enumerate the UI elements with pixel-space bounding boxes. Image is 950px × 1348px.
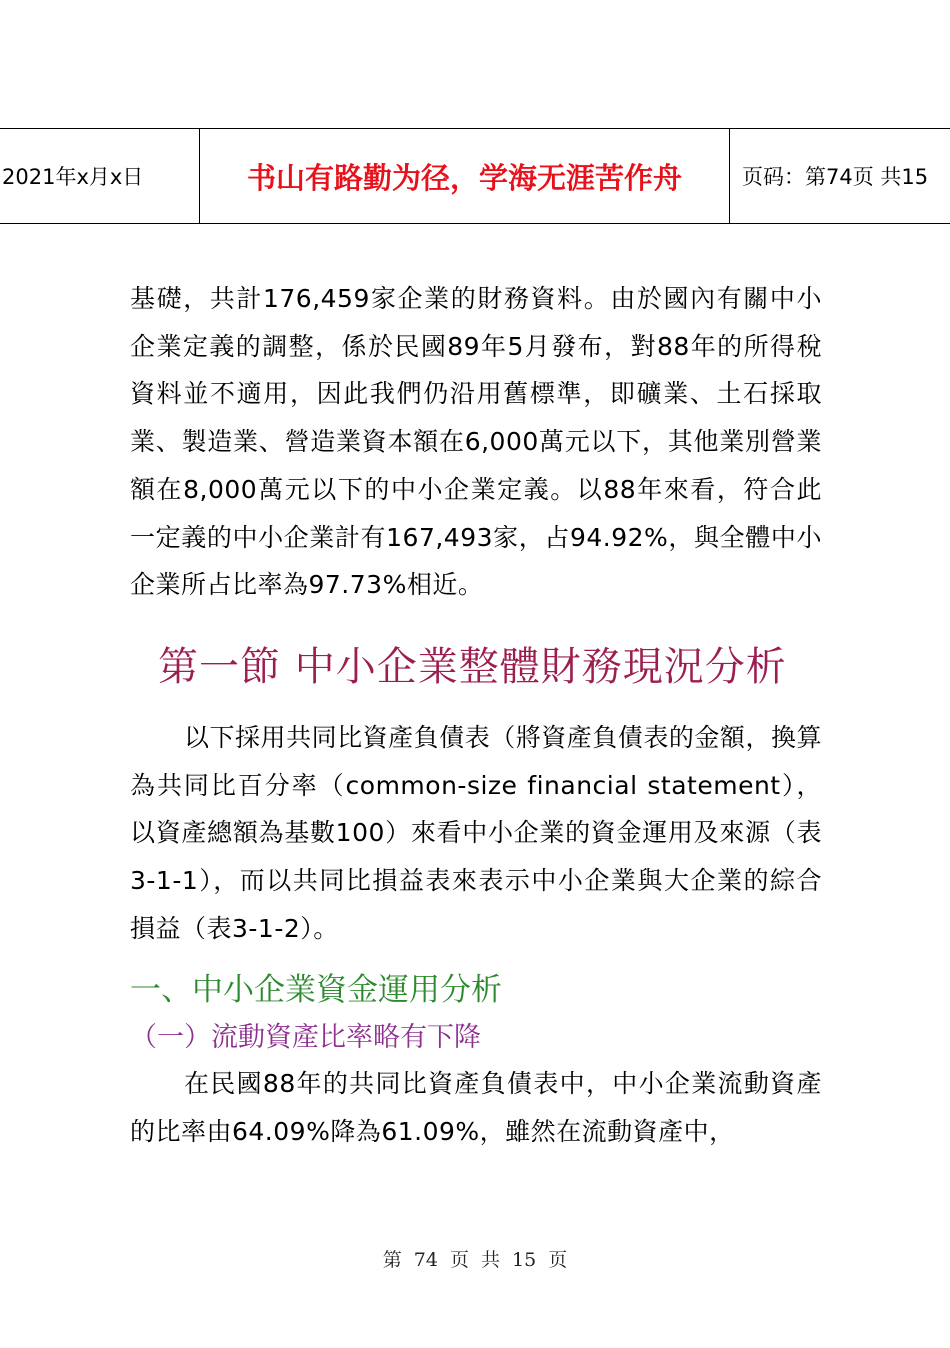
header-table (0, 128, 950, 224)
subsubsection-title: （一）流動資產比率略有下降 (130, 1022, 481, 1054)
document-body (130, 275, 822, 1156)
paragraph-method: 以下採用共同比資產負債表（將資產負債表的金額，換算為共同比百分率（common-size financial statement），以資產總額為基數100）來看中小企業的資金運用及來源（表3-1-1），而以共同比損益表來表示中小企業與大企業的綜合損益（表3-1-2）。 (130, 722, 822, 943)
section-title: 第一節 中小企業整體財務現況分析 (158, 643, 787, 690)
paragraph-intro: 基礎，共計176,459家企業的財務資料。由於國內有關中小企業定義的調整，係於民國89年5月發布，對88年的所得稅資料並不適用，因此我們仍沿用舊標準，即礦業、土石採取業、製造業、營造業資本額在6,000萬元以下，其他業別營業額在8,000萬元以下的中小企業定義。以88年來看，符合此一定義的中小企業計有167,493家，占94.92%，與全體中小企業所占比率為97.73%相近。 (130, 284, 822, 600)
header-date: 2021年x月x日 (0, 129, 200, 223)
paragraph-current-assets: 在民國88年的共同比資產負債表中，中小企業流動資產的比率由64.09%降為61.09%，雖然在流動資產中， (130, 1069, 822, 1147)
subsection-title: 一、中小企業資金運用分析 (130, 972, 502, 1009)
header-motto: 书山有路勤为径，学海无涯苦作舟 (200, 129, 730, 223)
header-page-info: 页码：第74页 共15 (742, 165, 929, 189)
page-footer: 第 74 页 共 15 页 (382, 1249, 568, 1271)
